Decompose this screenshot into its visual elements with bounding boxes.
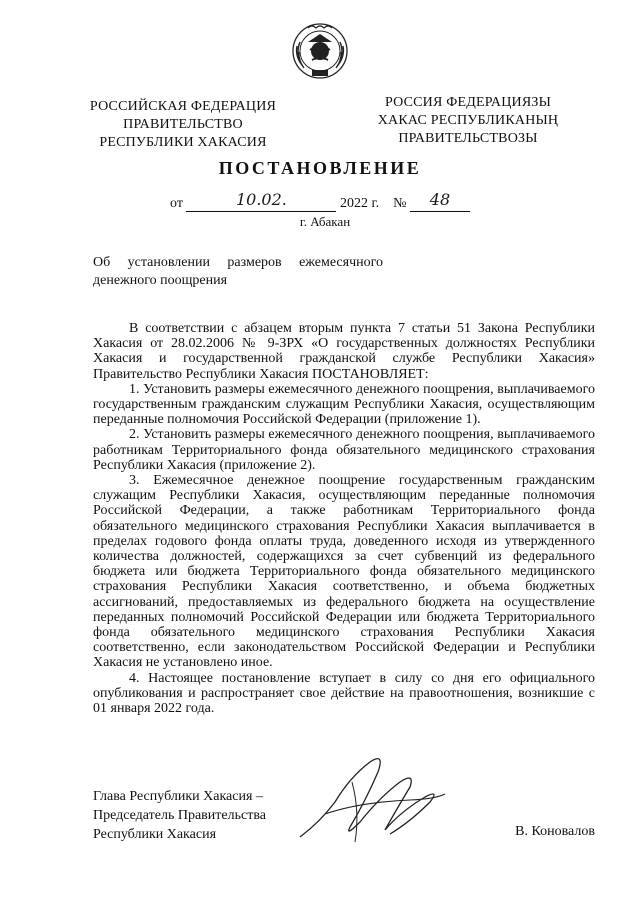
handwritten-number: 48 — [429, 190, 451, 209]
header-left-line-2: ПРАВИТЕЛЬСТВО — [123, 117, 243, 132]
header-right-line-2: ХАКАС РЕСПУБЛИКАНЫҢ — [377, 113, 559, 128]
clause-2: 2. Установить размеры ежемесячного денежного поощрения, выплачиваемого работникам Территориального фонда обязательного медицинского страхования Республики Хакасия (приложение 2). — [93, 427, 595, 473]
clause-1: 1. Установить размеры ежемесячного денежного поощрения, выплачиваемого государственным гражданским служащим Республики Хакасия, осуществляющим переданные полномочия Российской Федерации (приложение 1). — [93, 381, 595, 428]
preamble-paragraph: В соответствии с абзацем вторым пункта 7 статьи 51 Закона Республики Хакасия от 28.02.2006 № 9-ЗРХ «О государственных должностях Республики Хакасия и государственной гражданской службе Республики Хакасия» Правительство Республики Хакасия ПОСТАНОВЛЯЕТ: — [93, 321, 595, 382]
clause-4: 4. Настоящее постановление вступает в силу со дня его официального опубликования и распространяет свое действие на правоотношения, возникшие с 01 января 2022 года. — [93, 670, 595, 717]
handwritten-date: 10.02. — [235, 190, 287, 209]
year-label: 2022 г. — [339, 196, 380, 211]
document-body — [93, 321, 595, 716]
header-left-line-1: РОССИЙСКАЯ ФЕДЕРАЦИЯ — [89, 99, 277, 114]
number-field — [410, 190, 470, 212]
document-title: ПОСТАНОВЛЕНИЕ — [218, 158, 422, 178]
signatory-position — [93, 787, 266, 844]
handwritten-signature — [290, 742, 450, 852]
document-subject: Об установлении размеров ежемесячного денежного поощрения — [93, 255, 383, 288]
date-field — [186, 190, 336, 212]
number-sign: № — [393, 196, 407, 211]
header-right-line-3: ПРАВИТЕЛЬСТВОЗЫ — [398, 131, 538, 146]
signatory-position-line-2: Председатель Правительства — [93, 808, 266, 823]
signatory-position-line-1: Глава Республики Хакасия – — [93, 789, 263, 804]
header-left-line-3: РЕСПУБЛИКИ ХАКАСИЯ — [99, 135, 267, 150]
signatory-position-line-3: Республики Хакасия — [93, 827, 217, 842]
header-right-line-1: РОССИЯ ФЕДЕРАЦИЯЗЫ — [384, 95, 552, 110]
city-label: г. Абакан — [299, 214, 351, 229]
coat-of-arms-emblem-icon — [290, 20, 350, 80]
clause-3: 3. Ежемесячное денежное поощрение государственным гражданским служащим Республики Хакасия, осуществляющим переданные полномочия Российской Федерации, а также работникам Территориального фонда обязательного медицинского страхования Республики Хакасия выплачивается в пределах годового фонда оплаты труда, доведенного исходя из утвержденного количества должностей, содержащихся за счет субвенций из федерального бюджета или бюджета Территориального фонда обязательного медицинского страхования Республики Хакасия соответственно, и объема бюджетных ассигнований, предоставляемых из федерального бюджета на осуществление переданных полномочий Российской Федерации или бюджета Территориального фонда обязательного медицинского страхования Республики Хакасия соответственно, если законодательством Российской Федерации и Республики Хакасия не установлено иное. — [93, 473, 595, 671]
signatory-name: В. Коновалов — [515, 824, 595, 839]
date-number-line — [170, 190, 470, 212]
header-left-block — [88, 98, 278, 152]
from-label: от — [170, 196, 183, 211]
header-right-block — [372, 94, 564, 148]
